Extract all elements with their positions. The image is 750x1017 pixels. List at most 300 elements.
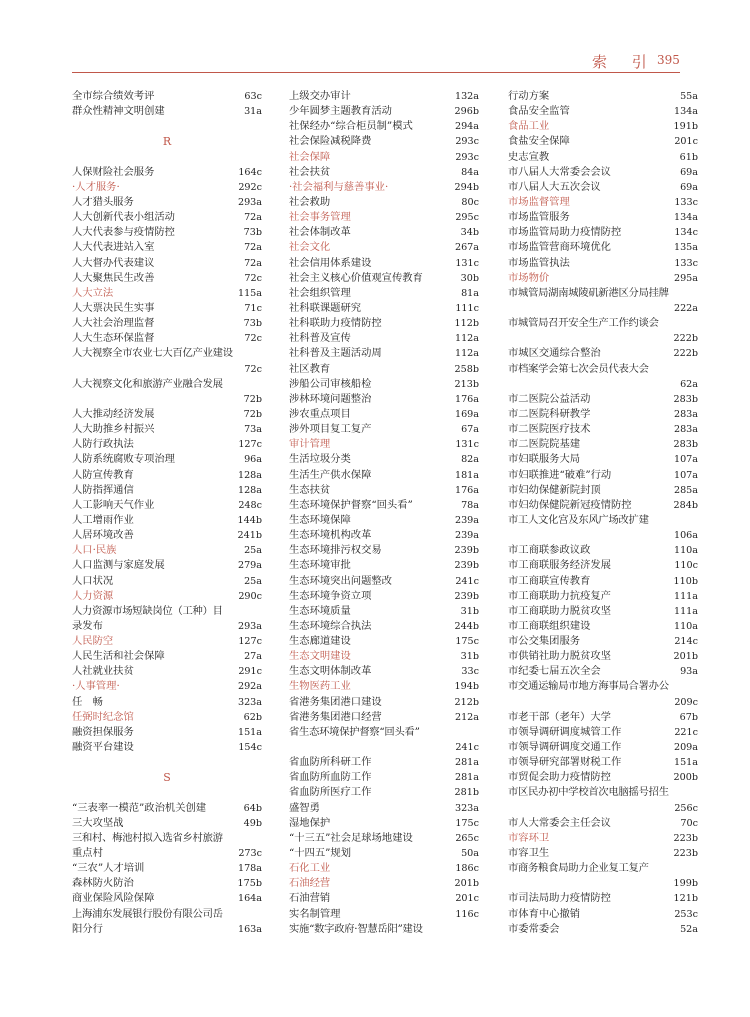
entry-page: 31b: [460, 605, 479, 617]
index-entry: [289, 119, 479, 134]
index-entry: [289, 331, 479, 346]
entry-term: 市二医院公益活动: [508, 392, 591, 405]
entry-term: 人大聚焦民生改善: [72, 271, 155, 284]
entry-page: 222a: [673, 302, 698, 314]
entry-term: “三表率一模范”政治机关创建: [72, 801, 207, 814]
index-entry: [289, 528, 479, 543]
index-entry: [508, 210, 698, 225]
entry-page: 253c: [674, 908, 698, 920]
entry-page: 72c: [244, 333, 262, 345]
entry-term: 人大生态环保监督: [72, 332, 155, 345]
index-entry: [72, 528, 262, 543]
entry-page: 283a: [673, 424, 698, 436]
index-entry: [508, 286, 698, 301]
entry-page: 63c: [244, 91, 262, 102]
entry-term: 市体育中心撤销: [508, 907, 581, 920]
entry-page: 223b: [673, 832, 698, 844]
entry-page: 73b: [243, 318, 262, 330]
entry-page: 273c: [238, 848, 262, 860]
entry-term: 省港务集团港口经营: [289, 710, 382, 723]
entry-term: 市工商联服务经济发展: [508, 559, 611, 572]
entry-page: 293a: [237, 620, 262, 632]
index-category: [289, 876, 479, 891]
index-entry: [289, 392, 479, 407]
index-entry: [289, 195, 479, 210]
entry-page: 116c: [455, 908, 479, 920]
entry-page: 112a: [454, 333, 479, 345]
entry-term: 生态环境争资立项: [289, 589, 372, 602]
index-entry: [508, 679, 698, 694]
entry-term: 人才猎头服务: [72, 195, 134, 208]
index-entry: [508, 498, 698, 513]
index-entry: [508, 165, 698, 180]
entry-page: 201c: [455, 893, 479, 905]
index-entry: [508, 770, 698, 785]
index-entry: [289, 256, 479, 271]
entry-term: “十四五”规划: [289, 847, 352, 860]
entry-term: 人民防空: [72, 635, 114, 648]
entry-term: 人大代表进站入室: [72, 241, 155, 254]
index-entry: [508, 664, 698, 679]
index-entry: [289, 346, 479, 361]
entry-page: 72a: [244, 212, 262, 224]
entry-term: 实施“数字政府·智慧岳阳”建设: [289, 922, 423, 935]
entry-term: 实名制管理: [289, 907, 341, 920]
index-entry: [289, 422, 479, 437]
index-entry: [508, 725, 698, 740]
entry-term: 融资平台建设: [72, 741, 134, 754]
index-entry: [72, 922, 262, 937]
entry-term: 涉船公司审核船检: [289, 377, 372, 390]
entry-term: 人防系统腐败专项治理: [72, 453, 175, 466]
entry-term: 涉农重点项目: [289, 407, 351, 420]
entry-page: 72c: [244, 272, 262, 284]
entry-page: 70c: [680, 817, 698, 829]
entry-term: ·人事管理·: [72, 680, 120, 693]
entry-page: 241c: [455, 742, 479, 754]
index-entry: [289, 225, 479, 240]
entry-term: 社会保障: [289, 150, 331, 163]
entry-term: 群众性精神文明创建: [72, 105, 165, 118]
page-header: [0, 0, 750, 80]
index-entry: [508, 695, 698, 710]
entry-page: 191b: [673, 121, 698, 133]
index-entry: [508, 407, 698, 422]
entry-page: 134a: [673, 106, 698, 118]
index-entry: [289, 468, 479, 483]
entry-page: 52a: [680, 923, 698, 935]
entry-page: 290c: [238, 590, 262, 602]
entry-page: 248c: [238, 499, 262, 511]
index-entry: [289, 452, 479, 467]
index-entry: [289, 377, 479, 392]
entry-page: 291c: [238, 666, 262, 678]
entry-page: 323a: [454, 802, 479, 814]
entry-term: 人大立法: [72, 286, 114, 299]
index-entry: [289, 725, 479, 740]
entry-term: 市工商联宣传教育: [508, 574, 591, 587]
index-category: [508, 271, 698, 286]
entry-page: 82a: [461, 454, 479, 466]
index-entry: [508, 134, 698, 149]
index-entry: [508, 225, 698, 240]
entry-term: 省血防所科研工作: [289, 756, 372, 769]
index-entry: [72, 604, 262, 619]
entry-page: 55a: [680, 91, 698, 102]
entry-page: 267a: [454, 242, 479, 254]
entry-term: 生态扶贫: [289, 483, 331, 496]
index-entry: [72, 483, 262, 498]
entry-page: 115a: [237, 287, 262, 299]
entry-term: 湿地保护: [289, 816, 331, 829]
index-entry: [508, 331, 698, 346]
entry-term: 任弼时纪念馆: [72, 710, 134, 723]
entry-term: 省血防所医疗工作: [289, 786, 372, 799]
entry-term: 人社就业扶贫: [72, 665, 134, 678]
entry-page: 294a: [454, 121, 479, 133]
index-entry: [72, 240, 262, 255]
entry-term: 生活生产供水保障: [289, 468, 372, 481]
index-entry: [289, 498, 479, 513]
entry-page: 175c: [455, 817, 479, 829]
entry-page: 323a: [237, 696, 262, 708]
index-entry: [289, 740, 479, 755]
entry-page: 132a: [454, 91, 479, 102]
entry-page: 81a: [461, 287, 479, 299]
entry-page: 285a: [673, 484, 698, 496]
entry-term: 盛智勇: [289, 801, 320, 814]
index-entry: [508, 543, 698, 558]
entry-page: 84a: [461, 166, 479, 178]
index-category: [72, 710, 262, 725]
index-entry: [72, 195, 262, 210]
entry-page: 222b: [673, 348, 698, 360]
index-entry: [508, 589, 698, 604]
entry-term: 生态环境保护督察“回头看”: [289, 498, 413, 511]
entry-term: 市二医院院基建: [508, 438, 581, 451]
index-entry: [508, 89, 698, 104]
index-entry: [289, 543, 479, 558]
entry-term: 市供销社助力脱贫攻坚: [508, 650, 611, 663]
entry-term: ·社会福利与慈善事业·: [289, 180, 389, 193]
index-entry: [72, 316, 262, 331]
entry-term: 社科普及主题活动周: [289, 347, 382, 360]
index-entry: [289, 770, 479, 785]
entry-term: 市妇幼保健院新冠疫情防控: [508, 498, 632, 511]
entry-page: 256c: [674, 802, 698, 814]
entry-page: 107a: [673, 469, 698, 481]
entry-term: 市城管局湖南城陵矶新港区分局挂牌: [508, 286, 669, 299]
index-entry: [508, 104, 698, 119]
entry-term: 市领导调研调度城管工作: [508, 725, 622, 738]
index-entry: [508, 392, 698, 407]
index-entry: [508, 528, 698, 543]
index-entry: [289, 407, 479, 422]
entry-page: 73b: [243, 227, 262, 239]
entry-term: 生态环境质量: [289, 604, 351, 617]
entry-term: 市城管局召开安全生产工作约谈会: [508, 317, 659, 330]
index-entry: [289, 619, 479, 634]
index-category: [289, 649, 479, 664]
entry-page: 221c: [674, 726, 698, 738]
index-entry: [289, 604, 479, 619]
entry-page: 283b: [673, 439, 698, 451]
entry-page: 110c: [674, 560, 698, 572]
entry-page: 151a: [237, 726, 262, 738]
index-entry: [72, 831, 262, 846]
index-entry: [72, 649, 262, 664]
entry-page: 25a: [244, 545, 262, 557]
letter-heading: S: [163, 771, 171, 785]
spacer: [72, 119, 262, 134]
entry-term: 三大攻坚战: [72, 816, 124, 829]
index-entry: [72, 437, 262, 452]
entry-term: 市容环卫: [508, 831, 550, 844]
entry-page: 199b: [673, 878, 698, 890]
index-category: [508, 195, 698, 210]
entry-term: 市工人文化宫及东风广场改扩建: [508, 513, 649, 526]
entry-term: 市工商联助力脱贫攻坚: [508, 604, 611, 617]
entry-page: 50a: [461, 848, 479, 860]
entry-term: 市领导研究部署财税工作: [508, 756, 622, 769]
index-entry: [72, 740, 262, 755]
index-entry: [289, 558, 479, 573]
entry-term: 融资担保服务: [72, 725, 134, 738]
entry-term: 市委常委会: [508, 922, 560, 935]
index-category: [508, 119, 698, 134]
entry-term: 人工影响天气作业: [72, 498, 155, 511]
index-entry: [508, 513, 698, 528]
entry-term: 生态环境保障: [289, 513, 351, 526]
entry-page: 33c: [461, 666, 479, 678]
entry-term: 人大督办代表建议: [72, 256, 155, 269]
entry-page: 144b: [237, 514, 262, 526]
entry-page: 128a: [237, 469, 262, 481]
index-entry: [508, 891, 698, 906]
entry-page: 31a: [244, 106, 262, 118]
index-entry: [72, 695, 262, 710]
entry-page: 72a: [244, 242, 262, 254]
index-entry: [508, 468, 698, 483]
entry-page: 176a: [454, 484, 479, 496]
entry-page: 121b: [673, 893, 698, 905]
entry-term: 社会文化: [289, 241, 331, 254]
entry-page: 201b: [673, 651, 698, 663]
entry-term: 市容卫生: [508, 847, 550, 860]
entry-page: 69a: [680, 181, 698, 193]
entry-page: 293c: [455, 151, 479, 163]
index-entry: [289, 589, 479, 604]
index-entry: [72, 89, 262, 104]
entry-term: 任 畅: [72, 695, 103, 708]
entry-page: 96a: [244, 454, 262, 466]
index-entry: [289, 134, 479, 149]
index-entry: [508, 558, 698, 573]
entry-term: 人防宣传教育: [72, 468, 134, 481]
index-entry: [289, 574, 479, 589]
entry-page: 201b: [454, 878, 479, 890]
entry-term: 市档案学会第七次会员代表大会: [508, 362, 649, 375]
index-entry: [72, 816, 262, 831]
index-category: [289, 437, 479, 452]
index-entry: [508, 483, 698, 498]
entry-page: 151a: [673, 757, 698, 769]
index-entry: [508, 574, 698, 589]
entry-term: 生物医药工业: [289, 680, 351, 693]
index-entry: [508, 346, 698, 361]
entry-page: 67b: [679, 711, 698, 723]
index-entry: [72, 513, 262, 528]
entry-page: 239a: [454, 514, 479, 526]
index-entry: [289, 483, 479, 498]
entry-page: 72c: [244, 363, 262, 375]
index-entry: [508, 437, 698, 452]
index-entry: [72, 346, 262, 361]
entry-term: 上级交办审计: [289, 90, 351, 102]
entry-term: 人口状况: [72, 574, 114, 587]
entry-page: 61b: [679, 151, 698, 163]
entry-page: 27a: [244, 651, 262, 663]
index-entry: [508, 150, 698, 165]
index-entry: [289, 816, 479, 831]
entry-page: 258b: [454, 363, 479, 375]
entry-page: 241c: [455, 575, 479, 587]
entry-term: 市八届人大常委会会议: [508, 165, 611, 178]
entry-page: 30b: [460, 272, 479, 284]
index-entry: [72, 664, 262, 679]
entry-term: 市场物价: [508, 271, 550, 284]
index-entry: [508, 604, 698, 619]
index-entry: [72, 165, 262, 180]
entry-term: 社会扶贫: [289, 165, 331, 178]
entry-term: 人防行政执法: [72, 438, 134, 451]
index-entry: [72, 574, 262, 589]
entry-term: 三和村、梅池村拟入选省乡村旅游: [72, 831, 223, 844]
entry-page: 244b: [454, 620, 479, 632]
entry-page: 112b: [454, 318, 479, 330]
entry-page: 135a: [673, 242, 698, 254]
entry-term: 市二医院科研教学: [508, 407, 591, 420]
index-entry: [72, 210, 262, 225]
index-entry: [508, 710, 698, 725]
index-entry: [72, 377, 262, 392]
entry-term: 人大社会治理监督: [72, 317, 155, 330]
entry-term: 社科联助力疫情防控: [289, 317, 382, 330]
entry-term: 生态环境机构改革: [289, 529, 372, 542]
index-category: [289, 180, 479, 195]
entry-term: 石油营销: [289, 892, 331, 905]
index-entry: [508, 755, 698, 770]
entry-term: 生态廊道建设: [289, 635, 351, 648]
index-entry: [72, 331, 262, 346]
entry-page: 128a: [237, 484, 262, 496]
entry-page: 80c: [461, 196, 479, 208]
entry-term: 市场监管执法: [508, 256, 570, 269]
index-entry: [72, 271, 262, 286]
index-entry: [289, 664, 479, 679]
entry-page: 239b: [454, 590, 479, 602]
entry-page: 106a: [673, 530, 698, 542]
entry-term: 食品工业: [508, 120, 550, 133]
entry-page: 213b: [454, 378, 479, 390]
index-entry: [289, 785, 479, 800]
entry-term: 市二医院医疗技术: [508, 423, 591, 436]
entry-page: 73a: [244, 424, 262, 436]
entry-term: 人力资源市场短缺岗位（工种）目: [72, 604, 223, 617]
entry-page: 292a: [237, 681, 262, 693]
index-entry: [508, 907, 698, 922]
entry-page: 239a: [454, 530, 479, 542]
entry-term: 生态文明建设: [289, 650, 351, 663]
entry-page: 265c: [455, 832, 479, 844]
entry-term: 上海浦东发展银行股份有限公司岳: [72, 907, 223, 920]
entry-term: 市八届人大五次会议: [508, 180, 601, 193]
index-entry: [289, 710, 479, 725]
entry-page: 181a: [454, 469, 479, 481]
page-number: 395: [657, 53, 680, 67]
entry-page: 31b: [460, 651, 479, 663]
entry-page: 93a: [680, 666, 698, 678]
entry-page: 295a: [673, 272, 698, 284]
index-entry: [508, 180, 698, 195]
entry-page: 281b: [454, 787, 479, 799]
entry-term: 人大视察全市农业七大百亿产业建设: [72, 347, 233, 360]
index-entry: [508, 377, 698, 392]
index-entry: [289, 513, 479, 528]
index-entry: [72, 104, 262, 119]
entry-page: 133c: [674, 257, 698, 269]
index-category: [289, 150, 479, 165]
index-entry: [72, 362, 262, 377]
entry-term: 省生态环境保护督察“回头看”: [289, 725, 420, 738]
entry-page: 292c: [238, 181, 262, 193]
entry-page: 110a: [673, 620, 698, 632]
index-column-3: [508, 89, 698, 937]
entry-term: 市场监督管理: [508, 195, 570, 208]
index-entry: [508, 362, 698, 377]
entry-page: 111c: [455, 302, 479, 314]
entry-term: 审计管理: [289, 438, 331, 451]
entry-page: 110a: [673, 545, 698, 557]
index-category: [72, 180, 262, 195]
entry-term: 商业保险风险保障: [72, 892, 155, 905]
entry-term: 社会主义核心价值观宣传教育: [289, 271, 423, 284]
entry-term: 人大视察文化和旅游产业融合发展: [72, 377, 223, 390]
index-entry: [72, 876, 262, 891]
entry-term: 市纪委七届五次全会: [508, 665, 601, 678]
entry-term: 市场监管服务: [508, 211, 570, 224]
entry-page: 71c: [244, 302, 262, 314]
section-title: 索 引: [592, 53, 657, 71]
entry-term: 市工商联组织建设: [508, 619, 591, 632]
index-entry: [289, 846, 479, 861]
entry-page: 212b: [454, 696, 479, 708]
entry-page: 209c: [674, 696, 698, 708]
spacer: [72, 150, 262, 165]
index-entry: [289, 104, 479, 119]
entry-page: 279a: [237, 560, 262, 572]
entry-page: 293c: [455, 136, 479, 148]
index-category: [72, 679, 262, 694]
entry-term: 涉外项目复工复产: [289, 423, 372, 436]
entry-term: 社会事务管理: [289, 211, 351, 224]
entry-term: 石油经营: [289, 877, 331, 890]
letter-heading: R: [162, 135, 172, 149]
entry-term: 社会组织管理: [289, 286, 351, 299]
entry-page: 296b: [454, 106, 479, 118]
entry-page: 241b: [237, 530, 262, 542]
entry-term: 人保财险社会服务: [72, 165, 155, 178]
